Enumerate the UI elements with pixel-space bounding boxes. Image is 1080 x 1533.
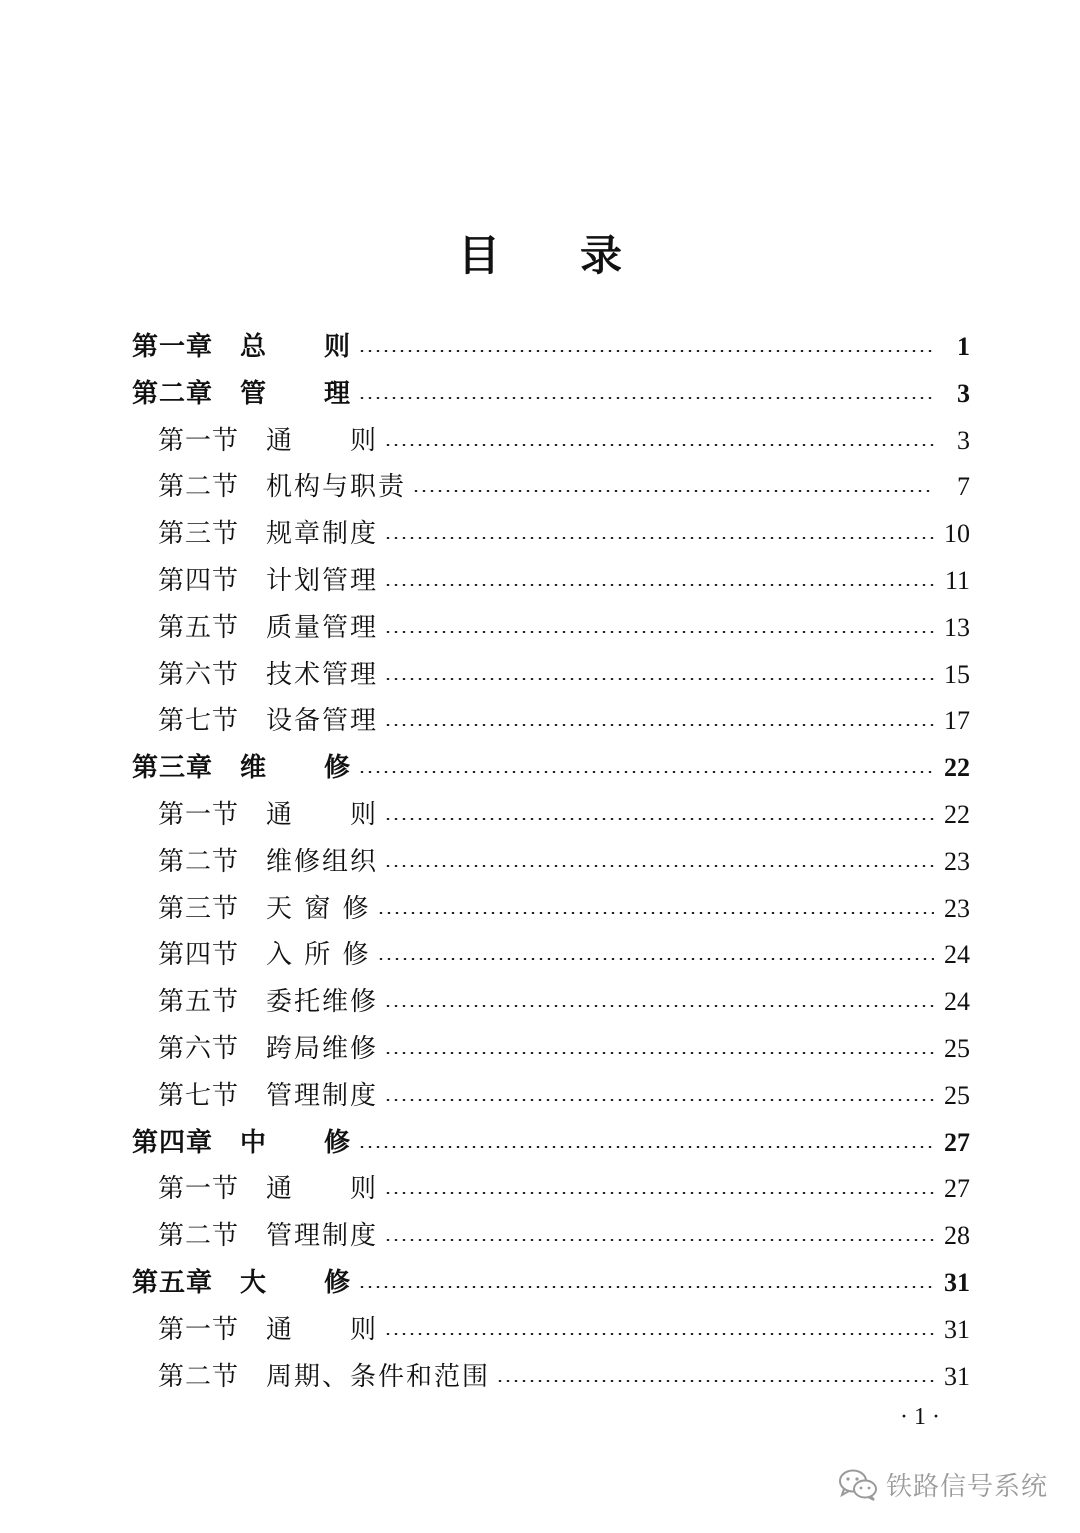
- toc-section-entry: [158, 1313, 970, 1347]
- toc-chapter-entry: [132, 377, 970, 411]
- dot-leader: [384, 1192, 934, 1194]
- toc-entry-heading: 质量管理: [266, 612, 379, 643]
- toc-entry-label: 第二节: [158, 1221, 240, 1252]
- toc-entry-page: 17: [944, 706, 970, 736]
- toc-entry-heading: 计划管理: [266, 566, 379, 596]
- toc-entry-page: 27: [944, 1127, 970, 1157]
- dot-leader: [384, 584, 934, 586]
- toc-entry-page: 31: [944, 1268, 970, 1297]
- toc-entry-heading: 维 修: [240, 753, 353, 784]
- dot-leader: [384, 537, 934, 539]
- toc-section-entry: [158, 704, 970, 738]
- dot-leader: [358, 771, 934, 773]
- wechat-icon: [838, 1468, 878, 1502]
- toc-entry-page: 31: [944, 1314, 970, 1344]
- dot-leader: [384, 1005, 934, 1007]
- toc-entry-heading: 入 所 修: [266, 940, 371, 971]
- toc-entry-page: 28: [944, 1221, 970, 1251]
- toc-entry-page: 27: [944, 1174, 970, 1204]
- toc-entry-heading: 委托维修: [266, 987, 379, 1018]
- toc-entry-heading: 技术管理: [266, 659, 379, 690]
- toc-entry-heading: 通 则: [266, 1174, 379, 1205]
- toc-entry-page: 1: [957, 332, 970, 361]
- toc-entry-label: 第一章: [132, 332, 214, 362]
- toc-entry-label: 第七节: [158, 706, 240, 737]
- toc-entry-heading: 通 则: [266, 1314, 379, 1345]
- toc-section-entry: [158, 845, 970, 879]
- dot-leader: [412, 490, 934, 492]
- dot-leader: [384, 678, 934, 680]
- toc-entry-heading: 管 理: [240, 378, 353, 409]
- toc-entry-heading: 设备管理: [266, 706, 379, 737]
- toc-entry-page: 25: [944, 1034, 970, 1063]
- toc-entry-label: 第二节: [158, 472, 240, 503]
- toc-entry-page: 15: [944, 659, 970, 689]
- toc-section-entry: [158, 1032, 970, 1066]
- watermark-text: 铁路信号系统: [886, 1472, 1049, 1502]
- toc-entry-heading: 通 则: [266, 800, 379, 830]
- toc-section-entry: [158, 938, 970, 972]
- toc-entry-page: 24: [944, 940, 970, 970]
- toc-chapter-entry: [132, 1266, 970, 1300]
- dot-leader: [496, 1380, 934, 1382]
- toc-entry-label: 第一节: [158, 1174, 240, 1205]
- toc-entry-heading: 维修组织: [266, 846, 379, 877]
- toc-section-entry: [158, 611, 970, 645]
- toc-section-entry: [158, 658, 970, 692]
- toc-entry-heading: 管理制度: [266, 1221, 379, 1252]
- toc-entry-label: 第二节: [158, 1361, 240, 1392]
- toc-entry-page: 25: [944, 1080, 970, 1110]
- toc-entry-label: 第一节: [158, 425, 240, 456]
- toc-entry-heading: 中 修: [240, 1127, 353, 1158]
- dot-leader: [384, 1239, 934, 1241]
- dot-leader: [384, 1052, 934, 1054]
- dot-leader: [358, 350, 934, 352]
- toc-entry-label: 第一节: [158, 1314, 240, 1345]
- toc-entry-label: 第七节: [158, 1080, 240, 1111]
- dot-leader: [358, 1146, 934, 1148]
- toc-section-entry: [158, 470, 970, 504]
- toc-entry-heading: 周期、条件和范围: [266, 1361, 491, 1392]
- dot-leader: [384, 1099, 934, 1101]
- toc-section-entry: [158, 564, 970, 598]
- toc-section-entry: [158, 798, 970, 832]
- dot-leader: [377, 958, 934, 960]
- dot-leader: [384, 444, 934, 446]
- toc-entry-label: 第二节: [158, 846, 240, 877]
- toc-entry-label: 第四章: [132, 1127, 214, 1158]
- dot-leader: [384, 631, 934, 633]
- toc-entry-page: 3: [957, 378, 970, 408]
- watermark: [838, 1466, 1048, 1503]
- toc-section-entry: [158, 1172, 970, 1206]
- toc-entry-label: 第三节: [158, 893, 240, 924]
- toc-entry-page: 3: [957, 425, 970, 455]
- toc-entry-page: 24: [944, 987, 970, 1017]
- footer-page-number: · 1 ·: [900, 1404, 940, 1430]
- toc-entry-heading: 通 则: [266, 425, 379, 456]
- toc-entry-heading: 机构与职责: [266, 472, 407, 503]
- toc-entry-label: 第六节: [158, 659, 240, 690]
- toc-entry-label: 第三章: [132, 753, 214, 784]
- toc-entry-heading: 规章制度: [266, 519, 379, 550]
- dot-leader: [384, 818, 934, 820]
- toc-entry-label: 第三节: [158, 519, 240, 550]
- toc-section-entry: [158, 1079, 970, 1113]
- dot-leader: [384, 1333, 934, 1335]
- toc-entry-page: 22: [944, 753, 970, 783]
- toc-entry-label: 第四节: [158, 940, 240, 971]
- toc-title: 目录: [457, 231, 702, 280]
- toc-entry-label: 第五节: [158, 987, 240, 1018]
- toc-chapter-entry: [132, 330, 970, 364]
- toc-entry-label: 第五节: [158, 612, 240, 643]
- toc-entry-label: 第二章: [132, 378, 214, 409]
- toc-entry-page: 10: [944, 519, 970, 549]
- dot-leader: [358, 397, 934, 399]
- toc-entry-label: 第五章: [132, 1268, 214, 1298]
- toc-chapter-entry: [132, 751, 970, 785]
- dot-leader: [384, 724, 934, 726]
- toc-section-entry: [158, 1360, 970, 1394]
- toc-entry-heading: 大 修: [240, 1268, 353, 1298]
- toc-chapter-entry: [132, 1126, 970, 1160]
- toc-entry-label: 第四节: [158, 566, 240, 596]
- toc-entry-page: 13: [944, 612, 970, 642]
- toc-entry-page: 23: [944, 846, 970, 876]
- toc-entry-heading: 总 则: [240, 332, 353, 362]
- toc-section-entry: [158, 1219, 970, 1253]
- toc-entry-page: 22: [944, 800, 970, 829]
- toc-section-entry: [158, 424, 970, 458]
- toc-entry-heading: 跨局维修: [266, 1034, 379, 1064]
- toc-entry-label: 第一节: [158, 800, 240, 830]
- toc-section-entry: [158, 985, 970, 1019]
- dot-leader: [358, 1286, 934, 1288]
- toc-entry-page: 23: [944, 893, 970, 923]
- toc-entry-heading: 天 窗 修: [266, 893, 371, 924]
- toc-entry-page: 31: [944, 1361, 970, 1391]
- toc-section-entry: [158, 892, 970, 926]
- toc-entry-label: 第六节: [158, 1034, 240, 1064]
- dot-leader: [384, 865, 934, 867]
- toc-entry-heading: 管理制度: [266, 1080, 379, 1111]
- toc-entry-page: 11: [944, 566, 970, 595]
- toc-section-entry: [158, 517, 970, 551]
- dot-leader: [377, 912, 934, 914]
- toc-entry-page: 7: [957, 472, 970, 502]
